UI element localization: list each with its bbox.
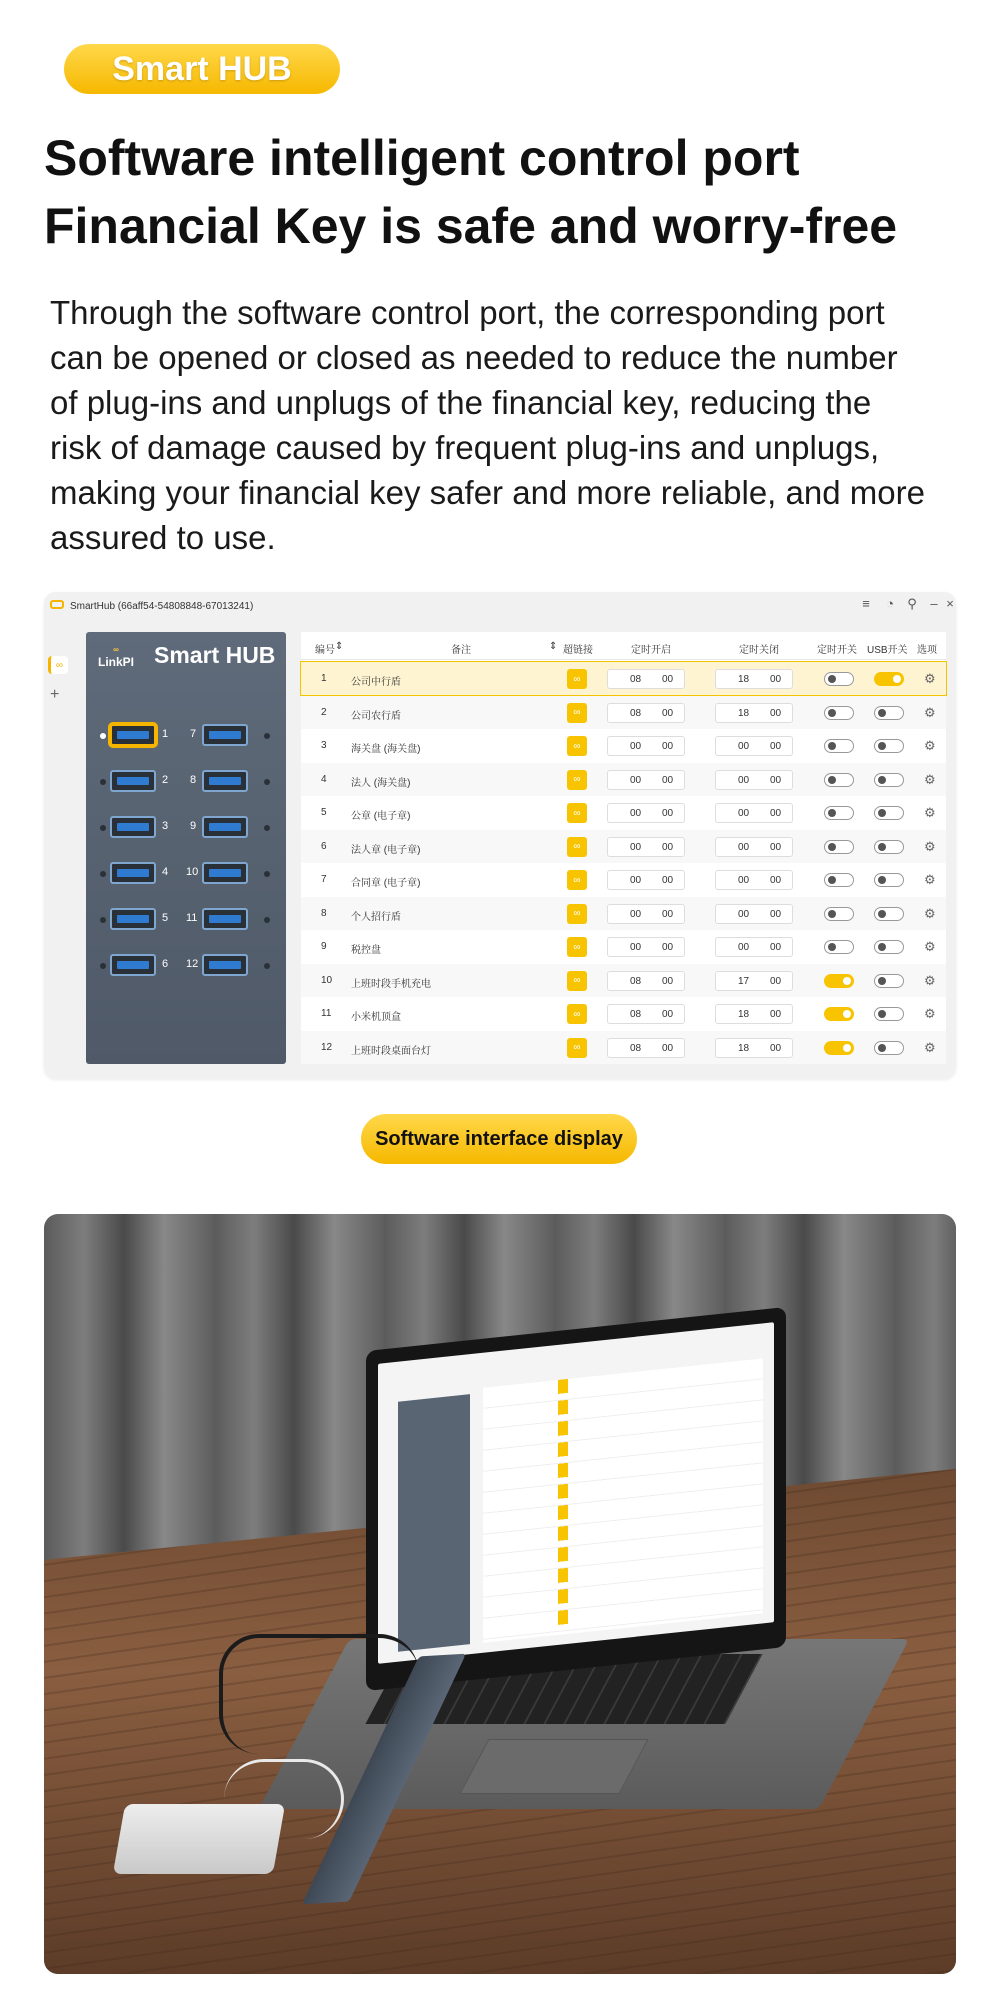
gear-icon[interactable]: ⚙	[924, 704, 936, 720]
timer-on-field[interactable]	[607, 904, 685, 924]
table-row[interactable]	[301, 897, 946, 930]
port-table	[301, 632, 946, 1064]
row-number: 9	[321, 941, 327, 952]
port-number-label: 4	[162, 866, 169, 878]
row-number: 2	[321, 706, 327, 718]
link-icon[interactable]: ∞	[567, 904, 587, 924]
port-number-label: 7	[190, 728, 197, 740]
minimize-icon[interactable]: –	[930, 596, 938, 611]
row-remark[interactable]: 税控盘	[351, 945, 381, 956]
link-icon[interactable]: ∞	[567, 803, 587, 823]
timer-on-field[interactable]	[607, 669, 685, 689]
device-sidebar	[44, 620, 72, 1079]
timer-on-field[interactable]	[607, 837, 685, 857]
timer-on-hour[interactable]: 00	[630, 908, 642, 920]
timer-off-hour[interactable]: 00	[738, 741, 750, 752]
row-number: 12	[321, 1041, 333, 1053]
timer-on-minute[interactable]: 00	[662, 942, 674, 953]
gear-icon[interactable]: ⚙	[924, 1006, 936, 1021]
timer-off-hour[interactable]: 18	[738, 1009, 750, 1020]
external-drive	[113, 1804, 285, 1874]
timer-off-field[interactable]	[715, 1004, 793, 1024]
port-number-label: 10	[186, 866, 199, 878]
timer-off-field[interactable]	[715, 770, 793, 790]
timer-off-hour[interactable]: 18	[738, 707, 750, 719]
timer-off-hour[interactable]: 17	[738, 975, 750, 987]
table-row[interactable]	[301, 796, 946, 829]
row-number: 10	[321, 974, 333, 986]
sort-icon[interactable]: ⇕	[549, 641, 558, 652]
port-led	[264, 733, 270, 739]
timer-off-field[interactable]	[715, 703, 793, 723]
link-icon[interactable]: ∞	[567, 703, 587, 723]
usb-port-11[interactable]	[202, 908, 248, 930]
usb-port-12[interactable]	[202, 954, 248, 976]
row-number: 3	[321, 740, 327, 751]
timer-off-hour[interactable]: 18	[738, 674, 750, 685]
timer-off-hour[interactable]: 00	[738, 875, 750, 886]
close-icon[interactable]: ×	[946, 596, 954, 611]
timer-off-minute[interactable]: 00	[770, 774, 782, 786]
timer-off-field[interactable]	[715, 870, 793, 890]
usb-toggle[interactable]	[874, 1041, 904, 1055]
timer-toggle[interactable]	[824, 739, 854, 753]
description-line: making your financial key safer and more reliable, and more	[50, 474, 925, 511]
gear-icon[interactable]: ⚙	[924, 805, 936, 820]
timer-off-hour[interactable]: 00	[738, 942, 750, 953]
table-row[interactable]	[301, 729, 946, 762]
port-led	[264, 825, 270, 831]
usb-port-10[interactable]	[202, 862, 248, 884]
usb-port-9[interactable]	[202, 816, 248, 838]
port-number-label: 12	[186, 958, 199, 970]
table-row[interactable]	[301, 930, 946, 963]
gear-icon[interactable]: ⚙	[924, 738, 936, 753]
timer-off-field[interactable]	[715, 669, 793, 689]
timer-on-minute[interactable]: 00	[662, 975, 674, 987]
timer-off-field[interactable]	[715, 1038, 793, 1058]
usb-toggle[interactable]	[874, 907, 904, 921]
usb-port-2[interactable]	[110, 770, 156, 792]
timer-on-hour[interactable]: 00	[630, 774, 642, 786]
timer-toggle[interactable]	[824, 1041, 854, 1055]
col-usb-switch: USB开关	[867, 645, 908, 656]
mini-link-column	[558, 1379, 568, 1630]
row-remark[interactable]: 法人 (海关盘)	[351, 777, 411, 789]
timer-on-minute[interactable]: 00	[662, 741, 674, 752]
timer-off-field[interactable]	[715, 937, 793, 957]
port-led	[100, 779, 106, 785]
timer-on-hour[interactable]: 00	[630, 741, 642, 752]
hub-brand-text: LinkPI	[97, 655, 134, 669]
timer-on-field[interactable]	[607, 803, 685, 823]
link-icon[interactable]: ∞	[567, 770, 587, 790]
usb-port-3[interactable]	[110, 816, 156, 838]
timer-on-hour[interactable]: 08	[630, 674, 642, 685]
col-hyperlink: 超链接	[563, 645, 593, 656]
timer-on-field[interactable]	[607, 703, 685, 723]
col-remark: 备注	[451, 645, 471, 656]
port-number-label: 8	[190, 774, 197, 786]
row-remark[interactable]: 海关盘 (海关盘)	[351, 744, 421, 755]
timer-on-hour[interactable]: 08	[630, 1042, 642, 1054]
timer-on-field[interactable]	[607, 971, 685, 991]
row-remark[interactable]: 合同章 (电子章)	[351, 878, 421, 889]
timer-on-field[interactable]	[607, 870, 685, 890]
timer-on-minute[interactable]: 00	[662, 1009, 674, 1020]
port-number-label: 6	[162, 958, 169, 970]
port-led	[100, 871, 106, 877]
usb-port-1[interactable]	[110, 724, 156, 746]
usb-port-5[interactable]	[110, 908, 156, 930]
link-icon[interactable]: ∞	[567, 1004, 587, 1024]
port-led	[264, 963, 270, 969]
link-icon[interactable]: ∞	[567, 971, 587, 991]
port-led	[264, 871, 270, 877]
timer-off-minute[interactable]: 00	[770, 741, 782, 752]
add-device-icon[interactable]: +	[50, 686, 60, 703]
timer-on-minute[interactable]: 00	[662, 908, 674, 920]
app-logo-icon	[50, 600, 64, 609]
timer-off-minute[interactable]: 00	[770, 707, 782, 719]
row-remark[interactable]: 公司中行盾	[351, 677, 401, 688]
laptop-screen	[366, 1307, 786, 1691]
usb-toggle[interactable]	[874, 840, 904, 854]
link-icon[interactable]: ∞	[567, 870, 587, 890]
port-number-label: 3	[162, 820, 169, 832]
window-title: SmartHub (66aff54-54808848-67013241)	[70, 601, 254, 612]
timer-off-hour[interactable]: 00	[738, 808, 750, 819]
timer-on-hour[interactable]: 00	[630, 841, 642, 853]
timer-toggle[interactable]	[824, 840, 854, 854]
table-header	[301, 632, 946, 660]
headline-line-2: Financial Key is safe and worry-free	[44, 198, 898, 254]
table-row[interactable]	[301, 1031, 946, 1064]
timer-on-minute[interactable]: 00	[662, 875, 674, 886]
gear-icon[interactable]: ⚙	[924, 771, 936, 787]
product-photo	[44, 1214, 956, 1974]
timer-toggle[interactable]	[824, 773, 854, 787]
port-led	[100, 963, 106, 969]
gear-icon[interactable]: ⚙	[924, 972, 936, 988]
port-led	[100, 825, 106, 831]
link-icon[interactable]: ∞	[567, 837, 587, 857]
row-remark[interactable]: 小米机顶盒	[351, 1012, 401, 1023]
row-remark[interactable]: 法人章 (电子章)	[351, 844, 421, 856]
timer-on-minute[interactable]: 00	[662, 841, 674, 853]
table-row[interactable]	[301, 662, 946, 695]
timer-on-field[interactable]	[607, 1038, 685, 1058]
description-line: Through the software control port, the corresponding port	[50, 294, 885, 331]
sort-icon[interactable]: ⇕	[335, 641, 344, 652]
timer-off-field[interactable]	[715, 837, 793, 857]
row-number: 8	[321, 907, 327, 919]
timer-toggle[interactable]	[824, 974, 854, 988]
timer-off-hour[interactable]: 00	[738, 774, 750, 786]
timer-off-hour[interactable]: 00	[738, 908, 750, 920]
usb-toggle[interactable]	[874, 940, 904, 954]
port-number-label: 5	[162, 912, 169, 924]
link-icon[interactable]: ∞	[567, 669, 587, 689]
timer-on-field[interactable]	[607, 937, 685, 957]
link-icon[interactable]: ∞	[567, 1038, 587, 1058]
col-timer-off: 定时关闭	[739, 645, 779, 656]
timer-off-minute[interactable]: 00	[770, 674, 782, 685]
table-row[interactable]	[301, 763, 946, 796]
gear-icon[interactable]: ⚙	[924, 671, 936, 686]
caption-pill: Software interface display	[361, 1114, 637, 1164]
usb-toggle[interactable]	[874, 672, 904, 686]
col-options: 选项	[917, 645, 937, 656]
timer-off-field[interactable]	[715, 904, 793, 924]
timer-on-minute[interactable]: 00	[662, 674, 674, 685]
usb-toggle[interactable]	[874, 1007, 904, 1021]
port-led	[100, 917, 106, 923]
timer-off-field[interactable]	[715, 736, 793, 756]
table-row[interactable]	[301, 964, 946, 997]
usb-port-6[interactable]	[110, 954, 156, 976]
link-icon[interactable]: ∞	[567, 736, 587, 756]
timer-on-hour[interactable]: 00	[630, 942, 642, 953]
timer-off-minute[interactable]: 00	[770, 841, 782, 853]
timer-on-hour[interactable]: 08	[630, 707, 642, 719]
usb-toggle[interactable]	[874, 739, 904, 753]
timer-off-minute[interactable]: 00	[770, 908, 782, 920]
headline-line-1: Software intelligent control port	[44, 130, 800, 186]
col-timer-switch: 定时开关	[817, 645, 857, 656]
timer-off-minute[interactable]: 00	[770, 875, 782, 886]
timer-off-minute[interactable]: 00	[770, 1009, 782, 1020]
timer-off-minute[interactable]: 00	[770, 942, 782, 953]
timer-toggle[interactable]	[824, 873, 854, 887]
description-line: of plug-ins and unplugs of the financial key, reducing the	[50, 384, 872, 421]
usb-port-8[interactable]	[202, 770, 248, 792]
row-remark[interactable]: 个人招行盾	[351, 911, 401, 923]
mini-table	[483, 1358, 763, 1642]
description	[50, 290, 990, 560]
timer-on-field[interactable]	[607, 770, 685, 790]
row-number: 7	[321, 874, 327, 885]
usb-toggle[interactable]	[874, 773, 904, 787]
timer-on-hour[interactable]: 00	[630, 808, 642, 819]
timer-on-field[interactable]	[607, 736, 685, 756]
port-led	[264, 779, 270, 785]
theme-icon[interactable]: ◔	[886, 596, 894, 611]
col-index[interactable]: 编号	[315, 645, 335, 656]
timer-toggle[interactable]	[824, 907, 854, 921]
port-led	[264, 917, 270, 923]
row-number: 1	[321, 673, 327, 684]
gear-icon[interactable]: ⚙	[924, 872, 936, 887]
gear-icon[interactable]: ⚙	[924, 1039, 936, 1055]
link-icon[interactable]: ∞	[567, 937, 587, 957]
timer-on-hour[interactable]: 00	[630, 875, 642, 886]
usb-toggle[interactable]	[874, 806, 904, 820]
title-bar	[44, 592, 956, 620]
timer-off-hour[interactable]: 18	[738, 1042, 750, 1054]
port-number-label: 11	[186, 912, 198, 924]
table-row[interactable]	[301, 997, 946, 1030]
timer-off-field[interactable]	[715, 971, 793, 991]
timer-on-field[interactable]	[607, 1004, 685, 1024]
hub-brand-logo: ∞ LinkPI	[97, 645, 134, 669]
mini-hub-visual	[398, 1394, 470, 1652]
menu-icon[interactable]: ≡	[862, 596, 870, 611]
timer-off-field[interactable]	[715, 803, 793, 823]
usb-port-7[interactable]	[202, 724, 248, 746]
timer-off-minute[interactable]: 00	[770, 808, 782, 819]
description-line: can be opened or closed as needed to reduce the number	[50, 339, 898, 376]
usb-port-4[interactable]	[110, 862, 156, 884]
row-number: 5	[321, 807, 327, 818]
timer-on-hour[interactable]: 08	[630, 1009, 642, 1020]
row-remark[interactable]: 上班时段手机充电	[351, 978, 431, 990]
hub-title: Smart HUB	[154, 642, 276, 668]
gear-icon[interactable]: ⚙	[924, 838, 936, 854]
timer-on-minute[interactable]: 00	[662, 808, 674, 819]
timer-toggle[interactable]	[824, 806, 854, 820]
row-remark[interactable]: 公司农行盾	[351, 710, 401, 722]
port-number-label: 9	[190, 820, 197, 832]
col-timer-on: 定时开启	[631, 645, 671, 656]
laptop-display	[378, 1322, 774, 1664]
row-remark[interactable]: 上班时段桌面台灯	[351, 1045, 431, 1057]
headline	[44, 124, 897, 260]
usb-toggle[interactable]	[874, 873, 904, 887]
timer-toggle[interactable]	[824, 1007, 854, 1021]
timer-off-hour[interactable]: 00	[738, 841, 750, 853]
laptop-trackpad	[459, 1739, 648, 1794]
row-number: 11	[321, 1008, 332, 1019]
timer-on-minute[interactable]: 00	[662, 1042, 674, 1054]
timer-off-minute[interactable]: 00	[770, 1042, 782, 1054]
port-number-label: 1	[162, 728, 169, 740]
timer-on-hour[interactable]: 08	[630, 975, 642, 987]
gear-icon[interactable]: ⚙	[924, 939, 936, 954]
timer-on-minute[interactable]: 00	[662, 707, 674, 719]
table-row[interactable]	[301, 696, 946, 729]
timer-on-minute[interactable]: 00	[662, 774, 674, 786]
usb-toggle[interactable]	[874, 706, 904, 720]
row-remark[interactable]: 公章 (电子章)	[351, 811, 411, 822]
smarthub-window	[44, 592, 956, 1079]
timer-toggle[interactable]	[824, 940, 854, 954]
hub-visual	[86, 632, 286, 1064]
timer-off-minute[interactable]: 00	[770, 975, 782, 987]
description-line: risk of damage caused by frequent plug-ins and unplugs,	[50, 429, 880, 466]
smart-hub-badge: Smart HUB	[64, 44, 340, 94]
device-link-icon[interactable]: ∞	[48, 656, 68, 674]
port-led	[100, 733, 106, 739]
description-line: assured to use.	[50, 519, 276, 556]
port-number-label: 2	[162, 774, 169, 786]
timer-toggle[interactable]	[824, 672, 854, 686]
table-row[interactable]	[301, 830, 946, 863]
gear-icon[interactable]: ⚙	[924, 905, 936, 921]
pin-icon[interactable]: ⚲	[907, 596, 917, 611]
usb-toggle[interactable]	[874, 974, 904, 988]
table-row[interactable]	[301, 863, 946, 896]
timer-toggle[interactable]	[824, 706, 854, 720]
row-number: 6	[321, 840, 327, 852]
row-number: 4	[321, 773, 327, 785]
